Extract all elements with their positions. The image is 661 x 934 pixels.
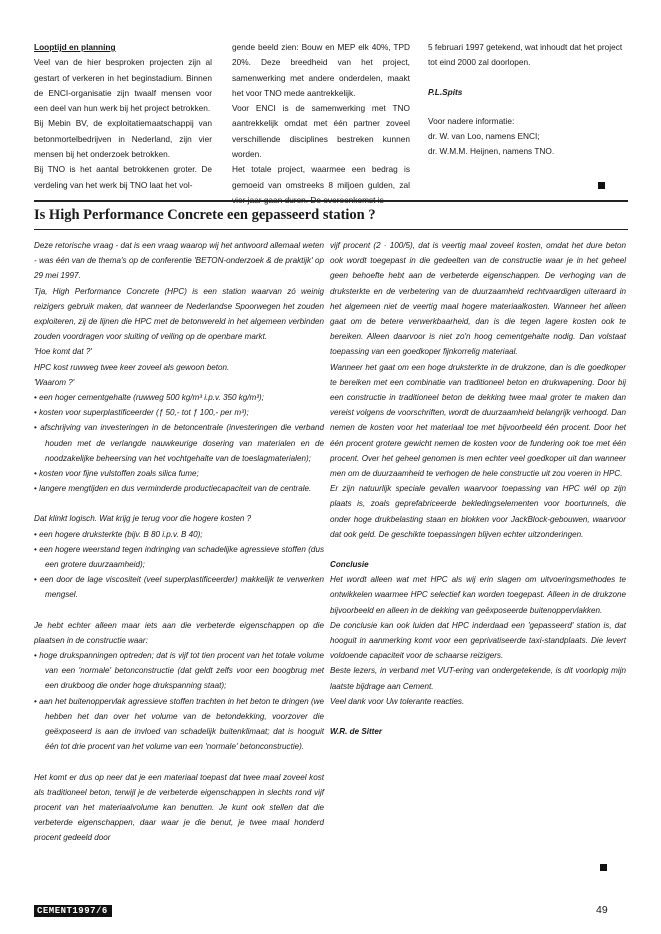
list-item: • kosten voor superplastificeerder (ƒ 50,- tot ƒ 100,- per m³); bbox=[34, 405, 324, 420]
end-square-icon bbox=[598, 182, 605, 189]
top-column-3 bbox=[428, 40, 624, 160]
list-item: • een door de lage viscositeit (veel superplastificeerder) makkelijk te verwerken mengsel. bbox=[34, 572, 324, 602]
paragraph: Dat klinkt logisch. Wat krijg je terug voor die hogere kosten ? bbox=[34, 514, 252, 524]
journal-label: CEMENT1997/6 bbox=[34, 905, 112, 917]
contact-line: dr. W.M.M. Heijnen, namens TNO. bbox=[428, 146, 555, 157]
top-column-1 bbox=[34, 40, 212, 193]
paragraph: Het totale project, waarmee een bedrag is gemoeid van omstreeks 8 miljoen gulden, zal bbox=[232, 164, 410, 190]
paragraph: Het wordt alleen wat met HPC als wij erin slagen om uitvoeringsmethodes te ontwikkelen waarmee HPC selectief kan worden toegepast. Alleen in de drukzone bijvoorbeeld en alleen in de dekking van geëxposeerde buitenoppervlakken. bbox=[330, 575, 626, 615]
contact-line: dr. W. van Loo, namens ENCI; bbox=[428, 131, 540, 142]
paragraph: 5 februari 1997 getekend, wat inhoudt dat het project tot eind 2000 zal doorlopen. bbox=[428, 42, 623, 68]
paragraph: HPC kost ruwweg twee keer zoveel als gewoon beton. bbox=[34, 362, 230, 372]
paragraph: Bij Mebin BV, de exploitatiemaatschappij van betonmortelbedrijven in Nederland, zijn vier mensen bij het onderzoek betrokken. bbox=[34, 118, 212, 160]
paragraph: Tja, High Performance Concrete (HPC) is een station waarvan zó weinig reizigers gebruik maken, dat wanneer de Nederlandse Spoorwegen het zouden exploiteren, zij de lijnen die HPC met de betonwereld in het algemeen verbinden zouden voordragen voor sluiting of veiling op de openbare markt. bbox=[34, 286, 324, 342]
paragraph: Veel dank voor Uw tolerante reacties. bbox=[330, 696, 465, 706]
list-item: • kosten voor fijne vulstoffen zoals silica fume; bbox=[34, 466, 324, 481]
paragraph: Voor ENCI is de samenwerking met TNO aantrekkelijk omdat met één partner zoveel verschillende disciplines bestreken kunnen worden. bbox=[232, 103, 410, 160]
list-item: • een hogere weerstand tegen indringing van schadelijke agressieve stoffen (dus een grotere duurzaamheid); bbox=[34, 542, 324, 572]
list-item: • aan het buitenoppervlak agressieve stoffen trachten in het beton te dringen (we hebben het dan over het volume van de betondekking, voorzover die geëxposeerd is aan de invloed van schadelijk buitenklimaat; dat is hooguit één tot drie procent van het volume van een 'normale' betonconstructie). bbox=[34, 694, 324, 755]
paragraph: Je hebt echter alleen maar iets aan die verbeterde eigenschappen op die plaatsen in de constructie waar: bbox=[34, 620, 324, 645]
paragraph: Beste lezers, in verband met VUT-ering van ondergetekende, is dit voorlopig mijn laatste bijdrage aan Cement. bbox=[330, 666, 626, 691]
paragraph: 'Waarom ?' bbox=[34, 377, 75, 387]
divider bbox=[34, 200, 628, 202]
list-item: • langere mengtijden en dus verminderde productiecapaciteit van de centrale. bbox=[34, 481, 324, 496]
page-number: 49 bbox=[596, 904, 608, 916]
paragraph: Het komt er dus op neer dat je een materiaal toepast dat twee maal zoveel kost als traditioneel beton, terwijl je de verbeterde eigenschappen in slechts rond vijf procent van het materiaalvolume kan benutten. Je kunt ook stellen dat die verbeterde eigenschappen, daar waar je die benut, je twee maal honderd procent gedeeld door bbox=[34, 772, 324, 843]
paragraph: Bij TNO is het aantal betrokkenen groter. De verdeling van het werk bij TNO laat het vol- bbox=[34, 164, 212, 190]
end-square-icon bbox=[600, 864, 607, 871]
paragraph: vijf procent (2 · 100/5), dat is veertig maal zoveel kosten, omdat het dure beton ook wordt toegepast in die gedeelten van de constructie waar je in het geheel geen behoefte hebt aan de verbeterde eigenschappen. De verhoging van de druksterkte en de verbetering van de duurzaamheid rechtvaardigen uiteraard in het algemeen niet de veertig maal hogere materiaalkosten. Wanneer het alleen gaat om de betere verwerkbaarheid, dan is die tegen lagere kosten ook te bereiken. Alleen daarvoor is niet zo'n hoog cementgehalte nodig. Dan volstaat toepassing van een goedkoper fijnkorrelig materiaal. bbox=[330, 241, 626, 357]
list-item: • afschrijving van investeringen in de betoncentrale (investeringen die verband houden met de verlangde nauwkeurige dosering van materialen en de noodzakelijke beheersing van het vochtgehalte van de toeslagmaterialen); bbox=[34, 420, 324, 466]
section-heading: Conclusie bbox=[330, 560, 369, 570]
paragraph: Deze retorische vraag - dat is een vraag waarop wij het antwoord allemaal weten - was één van de thema's op de conferentie 'BETON-onderzoek & de praktijk' op 29 mei 1997. bbox=[34, 241, 324, 281]
list-item: • een hogere druksterkte (bijv. B 80 i.p.v. B 40); bbox=[34, 527, 324, 542]
info-label: Voor nadere informatie: bbox=[428, 115, 515, 126]
author-name: W.R. de Sitter bbox=[330, 727, 383, 737]
article-right-column bbox=[330, 238, 626, 739]
top-column-2 bbox=[232, 40, 410, 208]
paragraph: Er zijn natuurlijk speciale gevallen waarvoor toepassing van HPC wél op zijn plaats is, zoals geprefabriceerde bekledingselementen voor boortunnels, die onder hoge drukbelasting staan en blokken voor JackBlock-gebouwen, waarvoor dat ook geld. De geschikte toepassingen blijven echter uitzonderingen. bbox=[330, 484, 626, 539]
paragraph: Veel van de hier besproken projecten zijn al gestart of verkeren in het beginstadium. Binnen de ENCI-organisatie zijn twaalf mensen voor een deel van hun werk bij het project betrokken. bbox=[34, 57, 212, 114]
paragraph: Wanneer het gaat om een hoge druksterkte in de drukzone, dan is die goedkoper te bereiken met een combinatie van traditioneel beton en drukwapening. Door bij een constructie in traditioneel beton de dekking twee maal groter te maken dan vereist volgens de voorschriften, wordt de duurzaamheid belangrijk verhoogd. Dan nemen de kosten voor het materiaal toe met bijvoorbeeld één procent. Door het één procent grotere gewicht nemen de kosten voor de fundering ook toe met één procent. Over het geheel genomen is men echter veel goedkoper uit dan wanneer men om de duurzaamheid te verhogen de hele constructie uit zou voeren in HPC. bbox=[330, 362, 626, 479]
divider bbox=[34, 229, 628, 230]
article-title: Is High Performance Concrete een gepasseerd station ? bbox=[34, 207, 376, 223]
section-heading: Looptijd en planning bbox=[34, 42, 116, 52]
author-name: P.L.Spits bbox=[428, 86, 463, 97]
article-left-column bbox=[34, 238, 324, 846]
list-item: • hoge drukspanningen optreden; dat is vijf tot tien procent van het totale volume van een 'normale' betonconstructie (dat geldt zelfs voor een boogbrug met een drukboog die onder hoge drukspanning staat); bbox=[34, 648, 324, 694]
paragraph: 'Hoe komt dat ?' bbox=[34, 347, 92, 357]
list-item: • een hoger cementgehalte (ruwweg 500 kg/m³ i.p.v. 350 kg/m³); bbox=[34, 390, 324, 405]
paragraph: gende beeld zien: Bouw en MEP elk 40%, TPD 20%. Deze breedheid van het project, samenwerking met andere onderdelen, maakt het voor TNO mede aantrekkelijk. bbox=[232, 42, 410, 98]
paragraph: De conclusie kan ook luiden dat HPC inderdaad een 'gepasseerd' station is, dat hooguit in aanmerking komt voor een geprivatiseerde taxi-standplaats. Die levert voldoende capaciteit voor de schaarse reizigers. bbox=[330, 620, 626, 661]
